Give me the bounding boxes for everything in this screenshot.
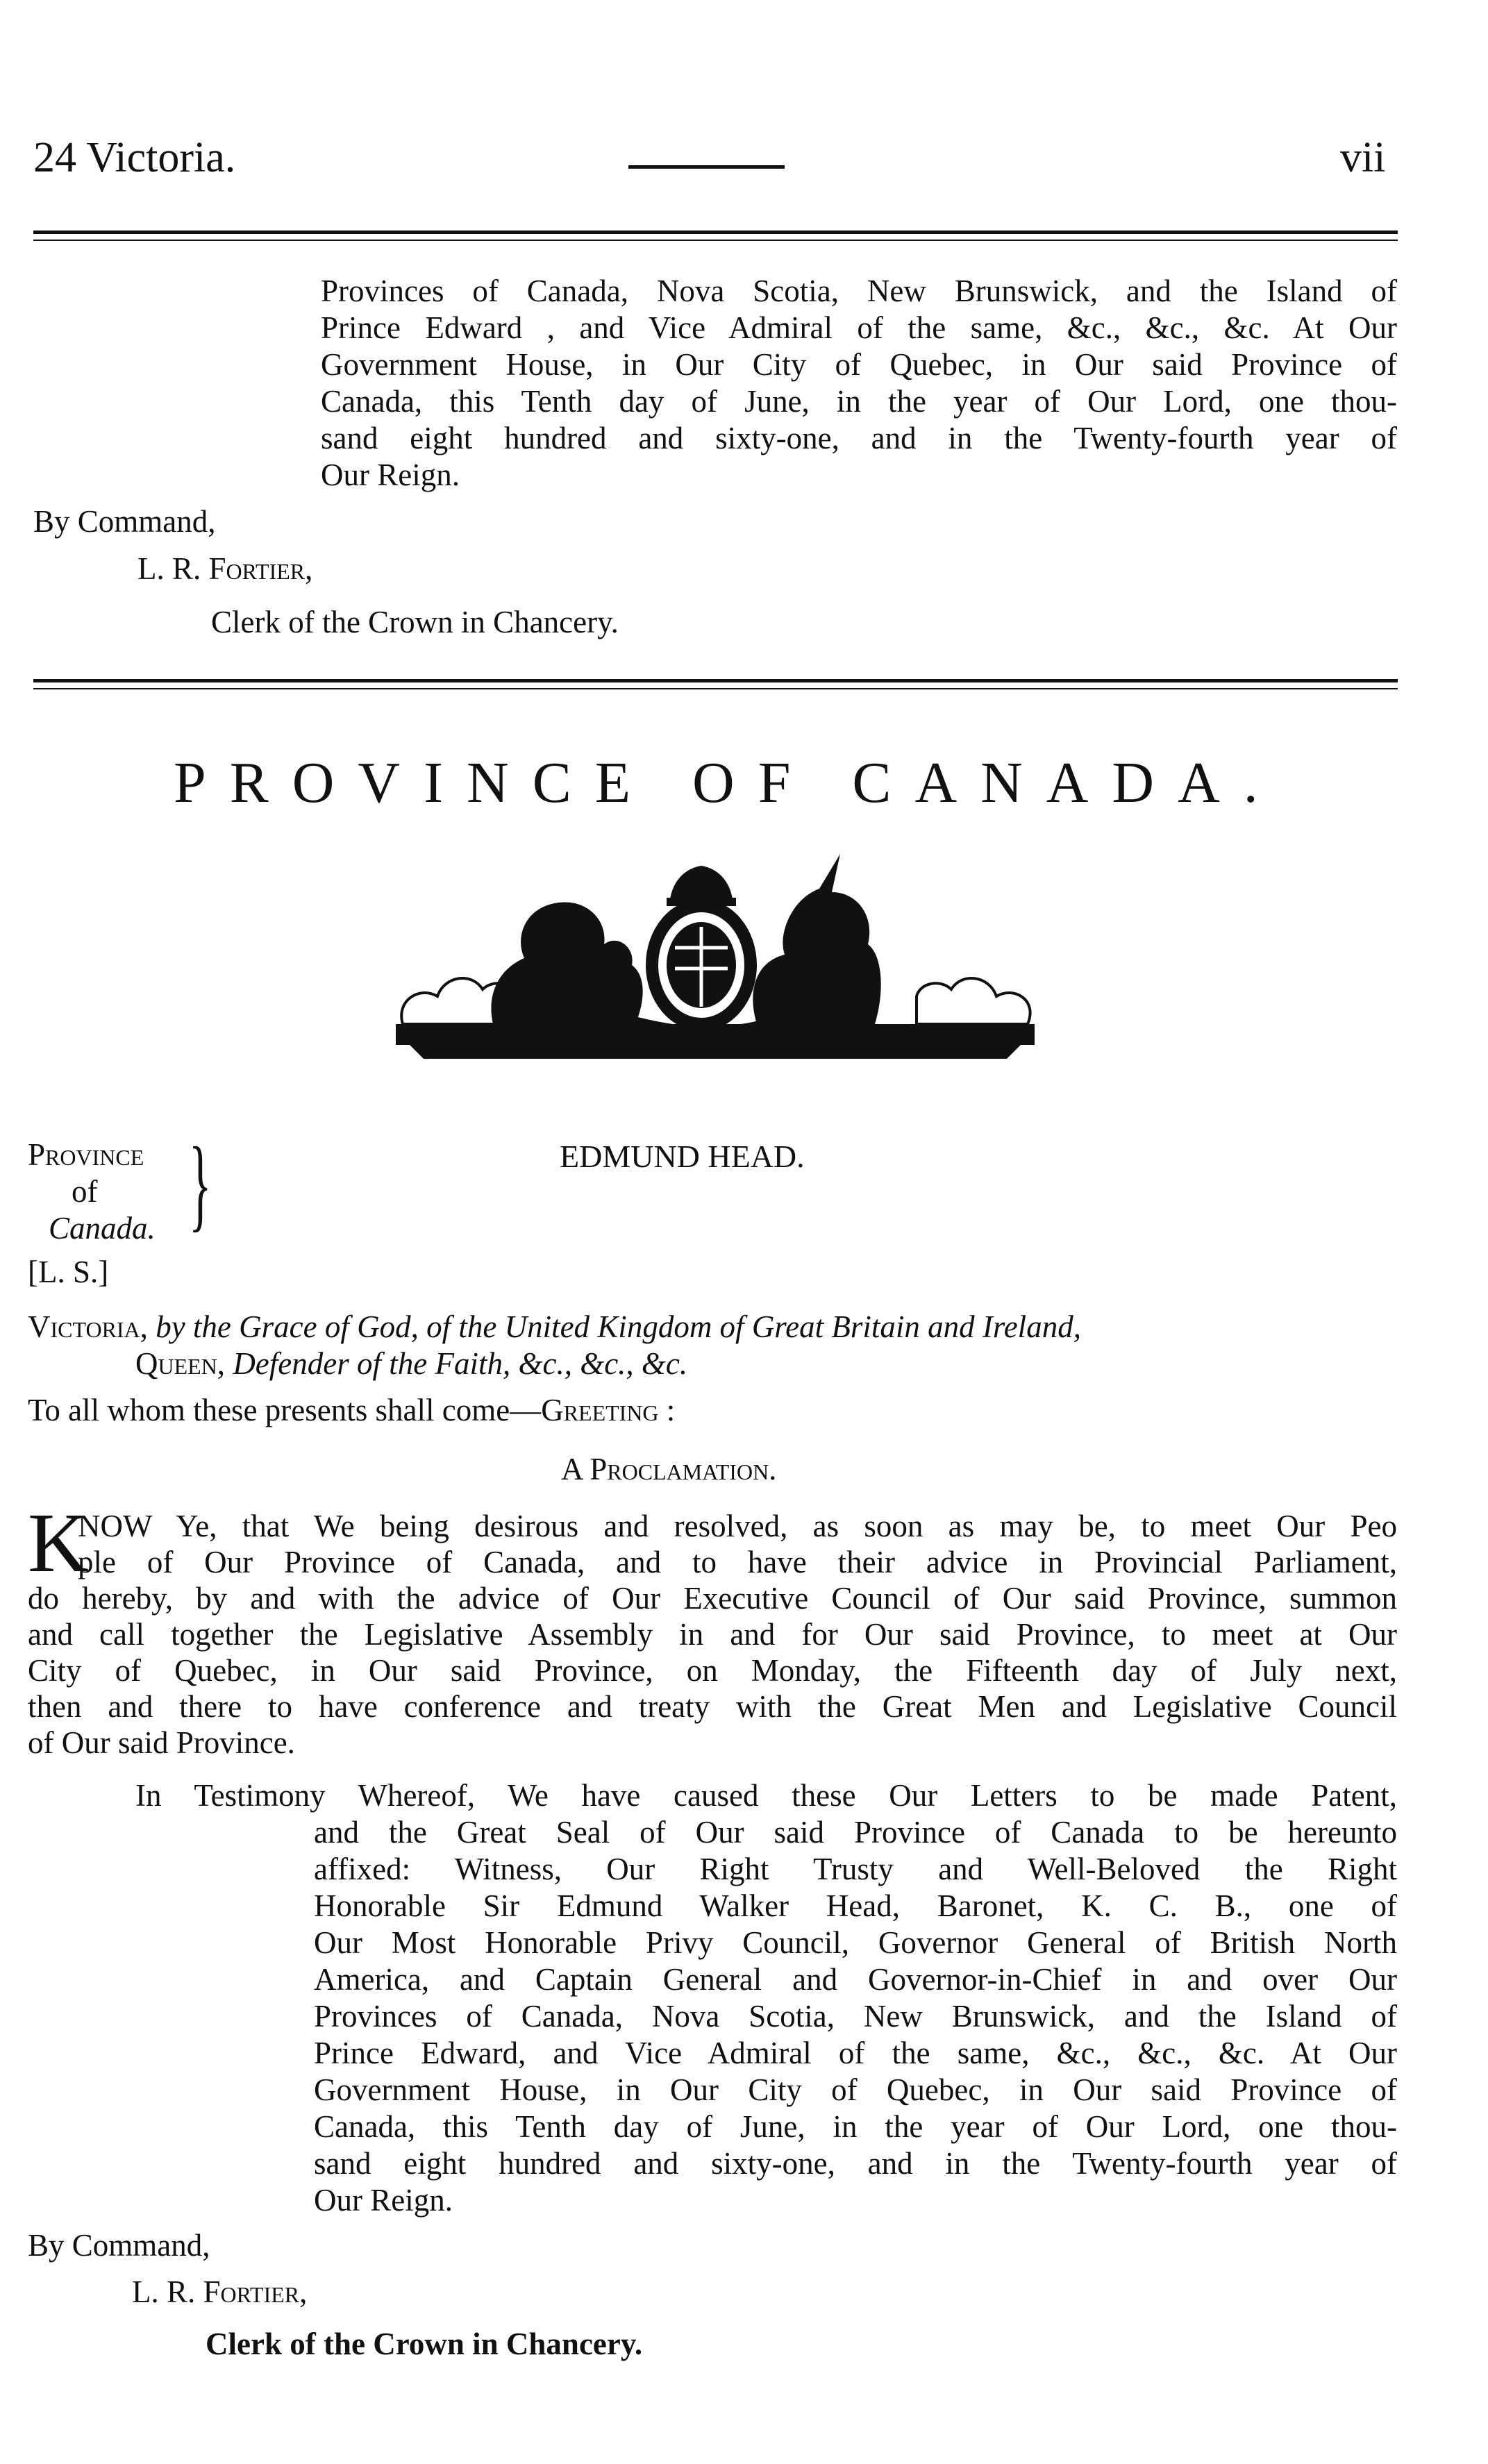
text-line: ple of Our Province of Canada, and to have their advice in Provincial Parliament, bbox=[78, 1545, 1397, 1579]
closing-by-command: By Command, bbox=[28, 2228, 210, 2263]
greeting-text: To all whom these presents shall come— bbox=[28, 1393, 542, 1427]
closing-office: Clerk of the Crown in Chancery. bbox=[206, 2327, 643, 2361]
text-line: Government House, in Our City of Quebec, in Our said Province of bbox=[314, 2072, 1397, 2107]
text-line: Our Reign. bbox=[314, 2183, 453, 2218]
text-line: America, and Captain General and Governor-in-Chief in and over Our bbox=[314, 1962, 1397, 1997]
province-label: Province bbox=[28, 1137, 144, 1172]
text-line: affixed: Witness, Our Right Trusty and Well-Beloved the Right bbox=[314, 1852, 1397, 1886]
text-line: of Our said Province. bbox=[28, 1725, 295, 1760]
page-number: vii bbox=[1340, 134, 1386, 181]
section-rule-top bbox=[33, 679, 1398, 682]
sovereign-title: Queen, bbox=[135, 1346, 226, 1381]
continued-testimony bbox=[321, 273, 1397, 494]
royal-style-line1 bbox=[28, 1309, 1081, 1345]
testimony-body bbox=[314, 1814, 1397, 2219]
text-line: Our Most Honorable Privy Council, Governor General of British North bbox=[314, 1925, 1397, 1960]
text-line: City of Quebec, in Our said Province, on Monday, the Fifteenth day of July next, bbox=[28, 1653, 1397, 1688]
seal-mark: [L. S.] bbox=[28, 1255, 109, 1289]
governor-name: EDMUND HEAD. bbox=[560, 1139, 805, 1174]
text-line: and call together the Legislative Assembly in and for Our said Province, to meet at Our bbox=[28, 1617, 1397, 1652]
greeting-colon: : bbox=[658, 1393, 676, 1427]
header-dash bbox=[628, 165, 785, 169]
royal-style-text: Defender of the Faith, &c., &c., &c. bbox=[225, 1346, 688, 1381]
drop-cap: K bbox=[28, 1496, 90, 1590]
text-line: and the Great Seal of Our said Province of Canada to be hereunto bbox=[314, 1815, 1397, 1850]
brace: } bbox=[189, 1126, 212, 1241]
header-rule-bottom bbox=[33, 240, 1398, 241]
text-line: then and there to have conference and treaty with the Great Men and Legislative Council bbox=[28, 1689, 1397, 1724]
text-line: In Testimony Whereof, We have caused these Our Letters to be made Patent, bbox=[135, 1778, 1397, 1813]
proclamation-heading: A Proclamation. bbox=[561, 1452, 777, 1486]
royal-style-text: by the Grace of God, of the United Kingdom of Great Britain and Ireland, bbox=[147, 1309, 1081, 1344]
text-line: Canada, this Tenth day of June, in the year of Our Lord, one thou- bbox=[314, 2109, 1397, 2144]
text-line: NOW Ye, that We being desirous and resolved, as soon as may be, to meet Our Peo bbox=[78, 1509, 1397, 1543]
greeting-word: Greeting bbox=[541, 1393, 659, 1427]
closing-signatory: L. R. Fortier, bbox=[132, 2274, 308, 2309]
text-line: Prince Edward , and Vice Admiral of the same, &c., &c., &c. At Our bbox=[321, 310, 1397, 345]
text-line: sand eight hundred and sixty-one, and in the Twenty-fourth year of bbox=[321, 421, 1397, 455]
section-rule-bottom bbox=[33, 688, 1398, 689]
greeting bbox=[28, 1392, 675, 1428]
royal-style-line2 bbox=[135, 1346, 687, 1382]
province-name: Canada. bbox=[49, 1211, 156, 1246]
by-command: By Command, bbox=[33, 504, 216, 539]
text-line: Canada, this Tenth day of June, in the year of Our Lord, one thou- bbox=[321, 384, 1397, 419]
running-head-left: 24 Victoria. bbox=[33, 134, 236, 181]
text-line: Honorable Sir Edmund Walker Head, Baronet, K. C. B., one of bbox=[314, 1888, 1397, 1923]
signatory-office: Clerk of the Crown in Chancery. bbox=[211, 605, 619, 639]
sovereign-name: Victoria, bbox=[28, 1309, 148, 1344]
text-line: Prince Edward, and Vice Admiral of the same, &c., &c., &c. At Our bbox=[314, 2036, 1397, 2070]
signatory: L. R. Fortier, bbox=[137, 551, 313, 586]
proclamation-body bbox=[28, 1508, 1397, 1761]
province-of: of bbox=[72, 1174, 98, 1209]
page-title: PROVINCE OF CANADA. bbox=[174, 751, 1282, 815]
royal-coat-of-arms bbox=[396, 850, 1035, 1087]
text-line: sand eight hundred and sixty-one, and in the Twenty-fourth year of bbox=[314, 2146, 1397, 2181]
text-line: Provinces of Canada, Nova Scotia, New Brunswick, and the Island of bbox=[314, 1999, 1397, 2034]
text-line: Government House, in Our City of Quebec, in Our said Province of bbox=[321, 347, 1397, 382]
header-rule-top bbox=[33, 231, 1398, 234]
testimony-first-line bbox=[135, 1777, 1397, 1814]
text-line: Our Reign. bbox=[321, 458, 460, 492]
text-line: Provinces of Canada, Nova Scotia, New Brunswick, and the Island of bbox=[321, 274, 1397, 308]
text-line: do hereby, by and with the advice of Our Executive Council of Our said Province, summon bbox=[28, 1581, 1397, 1616]
